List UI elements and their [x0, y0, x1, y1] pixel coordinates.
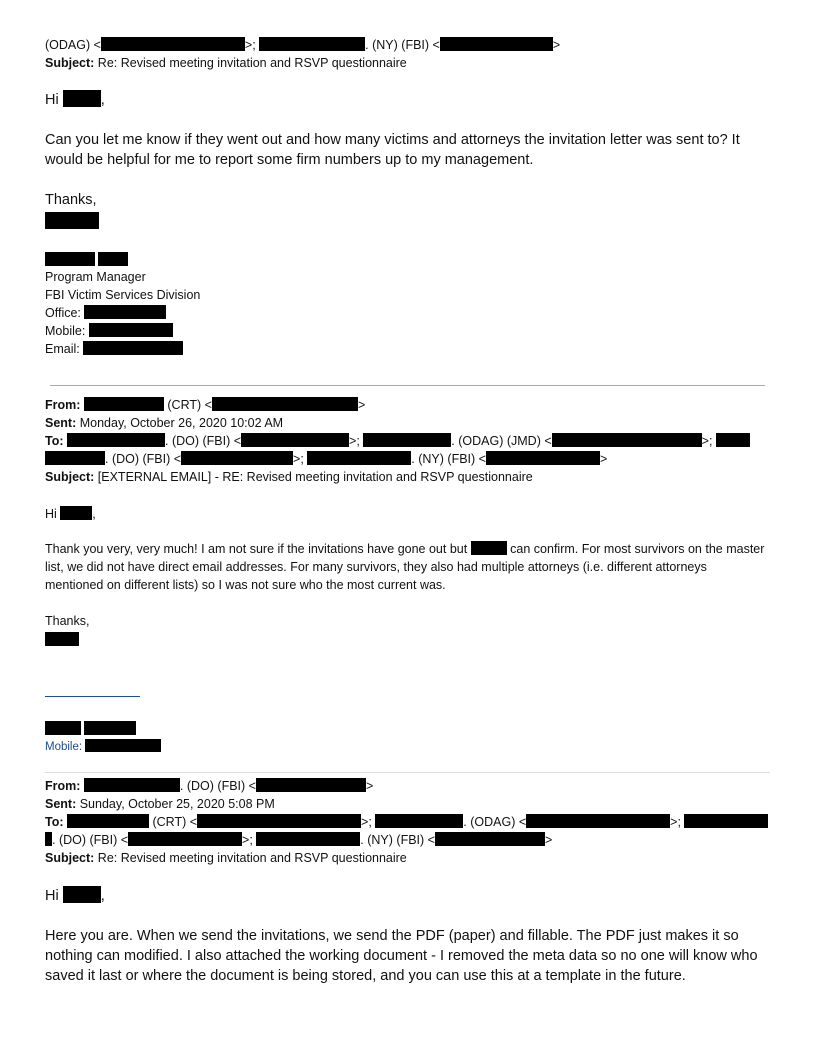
- message-separator: [45, 772, 770, 773]
- redaction: [241, 433, 349, 447]
- redaction: [45, 832, 52, 846]
- redaction: [98, 252, 128, 266]
- to-line: To: . (DO) (FBI) < >; . (ODAG) (JMD) < >;: [45, 432, 750, 450]
- redaction: [45, 212, 99, 229]
- redaction: [45, 721, 81, 735]
- signature-mobile: Mobile:: [45, 738, 161, 756]
- to-line-2: . (DO) (FBI) < >; . (NY) (FBI) < >: [45, 450, 607, 468]
- signature-redaction: [45, 631, 79, 649]
- redaction: [212, 397, 358, 411]
- signature-office: Office:: [45, 304, 166, 322]
- signature-name: [45, 252, 128, 266]
- sent-line: Sent: Monday, October 26, 2020 10:02 AM: [45, 416, 284, 430]
- greeting: Hi ,: [45, 507, 96, 521]
- subject-line: Subject: [EXTERNAL EMAIL] - RE: Revised meeting invitation and RSVP questionnaire: [45, 470, 533, 484]
- redaction: [181, 451, 293, 465]
- redaction: [259, 37, 365, 51]
- redaction: [84, 397, 164, 411]
- redaction: [67, 814, 149, 828]
- redaction: [45, 632, 79, 646]
- message-body: Thank you very, very much! I am not sure if the invitations have gone out but can confirm. For most survivors on the master list, we did not have direct email addresses. For many survivors, they also had multiple attorneys (i.e. different attorneys mentioned on different lists) so I was not sure who the most current was.: [45, 542, 765, 592]
- to-line-continuation: (ODAG) < >; . (NY) (FBI) < >: [45, 38, 561, 52]
- redaction: [363, 433, 451, 447]
- message-separator: [50, 385, 765, 386]
- redaction: [197, 814, 361, 828]
- redaction: [552, 433, 702, 447]
- redaction: [63, 886, 101, 903]
- redaction: [60, 506, 92, 520]
- signature-redaction: [45, 212, 99, 231]
- redaction: [84, 721, 136, 735]
- signature-email: Email:: [45, 340, 183, 358]
- signature-org: FBI Victim Services Division: [45, 288, 201, 302]
- redaction: [45, 451, 105, 465]
- redaction: [471, 541, 507, 555]
- from-line: From: . (DO) (FBI) < >: [45, 779, 374, 793]
- redaction: [83, 341, 183, 355]
- subject-line: Subject: Re: Revised meeting invitation and RSVP questionnaire: [45, 56, 407, 70]
- redaction: [128, 832, 242, 846]
- signature-title: Program Manager: [45, 270, 146, 284]
- redaction: [307, 451, 411, 465]
- redaction: [256, 778, 366, 792]
- redaction: [85, 739, 161, 752]
- redaction: [716, 433, 750, 447]
- closing: Thanks,: [45, 192, 97, 208]
- signature-mobile: Mobile:: [45, 322, 173, 340]
- redaction: [684, 814, 768, 828]
- closing: Thanks,: [45, 614, 90, 628]
- redaction: [256, 832, 360, 846]
- subject-line: Subject: Re: Revised meeting invitation and RSVP questionnaire: [45, 851, 407, 865]
- to-line-2: . (DO) (FBI) < >; . (NY) (FBI) < >: [45, 831, 552, 849]
- redaction: [435, 832, 545, 846]
- message-body: Can you let me know if they went out and how many victims and attorneys the invitation letter was sent to? It would be helpful for me to report some firm numbers up to my management.: [45, 132, 740, 168]
- redaction: [375, 814, 463, 828]
- signature-rule: [45, 696, 140, 697]
- redaction: [67, 433, 165, 447]
- redaction: [440, 37, 553, 51]
- redaction: [84, 778, 180, 792]
- redaction: [63, 90, 101, 107]
- to-line: To: (CRT) < >; . (ODAG) < >;: [45, 813, 768, 831]
- greeting: Hi ,: [45, 888, 105, 904]
- signature-name: [45, 721, 136, 735]
- redaction: [84, 305, 166, 319]
- from-line: From: (CRT) < >: [45, 398, 366, 412]
- redaction: [89, 323, 173, 337]
- redaction: [101, 37, 245, 51]
- redaction: [486, 451, 600, 465]
- message-body: Here you are. When we send the invitations, we send the PDF (paper) and fillable. The PDF just makes it so nothing can modified. I also attached the working document - I removed the meta data so no one will know who saved it last or where the document is being stored, and you can use this at a template in the future.: [45, 928, 758, 984]
- greeting: Hi ,: [45, 92, 105, 108]
- redaction: [526, 814, 670, 828]
- redaction: [45, 252, 95, 266]
- sent-line: Sent: Sunday, October 25, 2020 5:08 PM: [45, 797, 275, 811]
